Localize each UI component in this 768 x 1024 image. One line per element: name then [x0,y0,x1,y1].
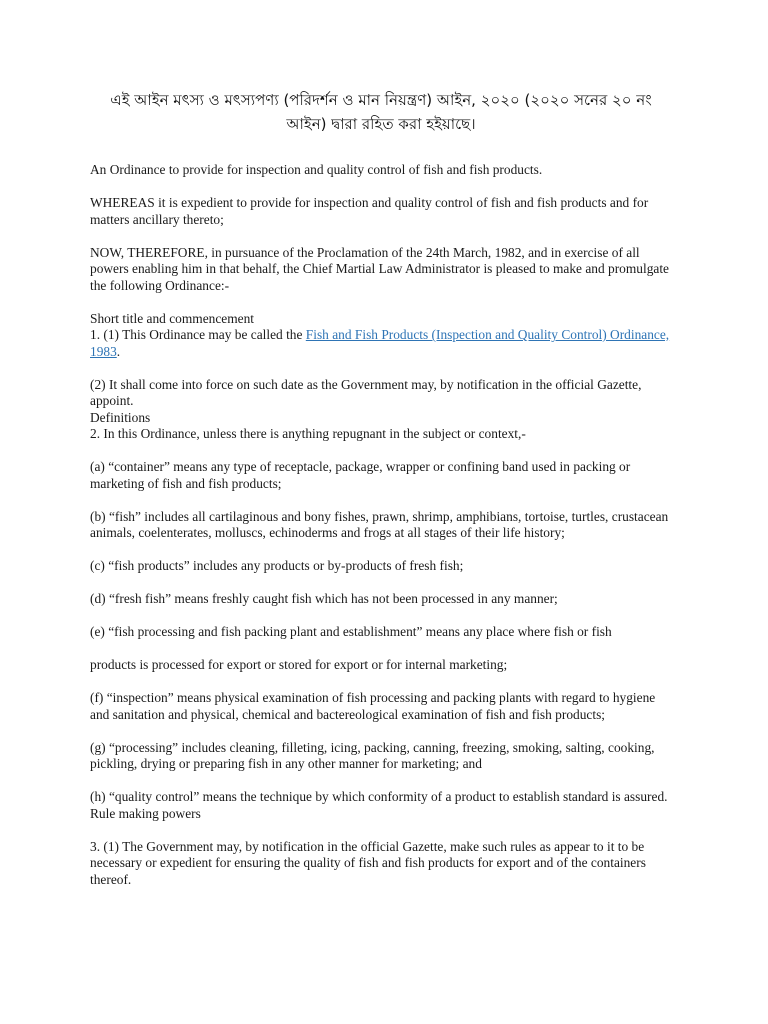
section-1-subsection-2: (2) It shall come into force on such date as the Government may, by notification in the official Gazette, appoint. [90,376,642,408]
definition-container: (a) “container” means any type of receptacle, package, wrapper or confining band used in packing or marketing of fish and fish products; [90,459,631,491]
section-1-suffix: . [116,343,121,359]
section-2-intro: 2. In this Ordinance, unless there is anything repugnant in the subject or context,- [90,426,526,441]
definition-quality-control: (h) “quality control” means the technique by which conformity of a product to establish standard is assured. [90,789,668,804]
whereas-clause: WHEREAS it is expedient to provide for inspection and quality control of fish and fish products and for matters ancillary thereto; [90,195,649,227]
ordinance-title-link[interactable]: Fish and Fish Products (Inspection and Quality Control) Ordinance, 1983 [90,327,670,359]
definition-fresh-fish: (d) “fresh fish” means freshly caught fish which has not been processed in any manner; [90,591,558,606]
definition-processing: (g) “processing” includes cleaning, filleting, icing, packing, canning, freezing, smoking, salting, cooking, pickling, drying or preparing fish in any other manner for marketing; and [90,739,655,771]
definition-fish-products: (c) “fish products” includes any products or by-products of fresh fish; [90,558,464,573]
section-3-subsection-1: 3. (1) The Government may, by notification in the official Gazette, make such rules as appear to it to be necessary or expedient for ensuring the quality of fish and fish products for export and of the containers thereof. [90,838,646,887]
section-2-heading: Definitions [90,409,151,425]
section-1-heading: Short title and commencement [90,310,254,326]
definition-inspection: (f) “inspection” means physical examination of fish processing and packing plants with regard to hygiene and sanitation and physical, chemical and bactereological examination of fish and fish products; [90,690,656,722]
section-1-prefix: 1. (1) This Ordinance may be called the [90,327,306,342]
enacting-clause: NOW, THEREFORE, in pursuance of the Proclamation of the 24th March, 1982, and in exercise of all powers enabling him in that behalf, the Chief Martial Law Administrator is pleased to make and promulgate the following Ordinance:- [90,244,669,293]
definition-processing-plant-part-1: (e) “fish processing and fish packing plant and establishment” means any place where fish or fish [90,624,612,639]
section-1-subsection-1 [90,327,672,360]
section-3-heading: Rule making powers [90,805,201,821]
definition-processing-plant-part-2: products is processed for export or stored for export or for internal marketing; [90,657,508,672]
long-title: An Ordinance to provide for inspection and quality control of fish and fish products. [90,162,543,177]
repeal-notice: এই আইন মৎস্য ও মৎস্যপণ্য (পরিদর্শন ও মান নিয়ন্ত্রণ) আইন, ২০২০ (২০২০ সনের ২০ নং আইন) দ্বারা রহিত করা হইয়াছে। [110,91,652,133]
definition-fish: (b) “fish” includes all cartilaginous and bony fishes, prawn, shrimp, amphibians, tortoise, turtles, crustacean animals, coelenterates, molluscs, echinoderms and frogs at all stages of their life history; [90,508,669,540]
